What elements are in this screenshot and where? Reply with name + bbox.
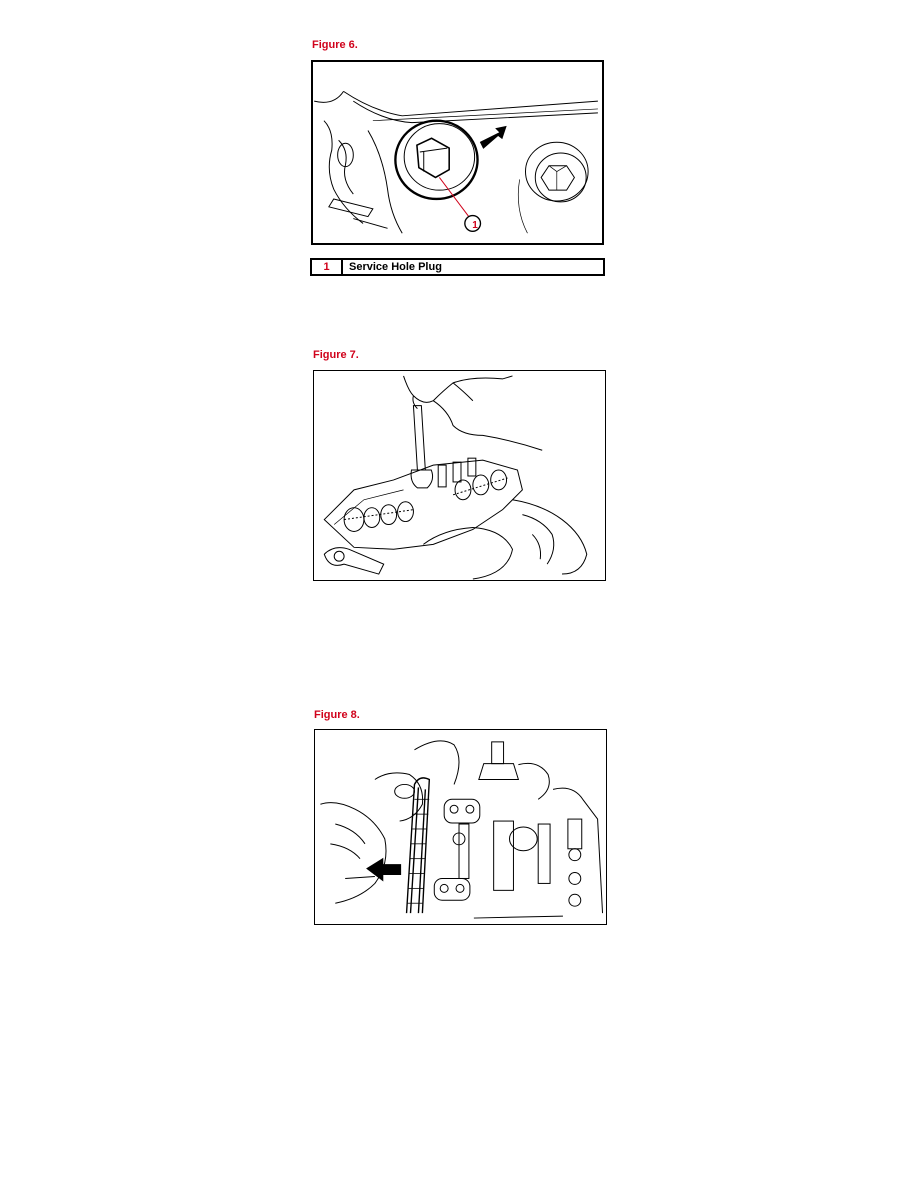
figure-8-frame bbox=[314, 729, 607, 925]
figure-8-title: Figure 8. bbox=[314, 709, 360, 721]
figure-7-frame bbox=[313, 370, 606, 581]
legend-number: 1 bbox=[311, 259, 342, 275]
wrench-on-camshaft-illustration bbox=[314, 371, 605, 580]
figure-6-frame bbox=[311, 60, 604, 245]
callout-1-label: 1 bbox=[472, 220, 478, 231]
legend-description: Service Hole Plug bbox=[342, 259, 604, 275]
service-hole-plug-illustration bbox=[313, 62, 602, 243]
legend-row bbox=[311, 259, 604, 275]
figure-6-legend bbox=[310, 258, 605, 276]
timing-chain-removal-illustration bbox=[315, 730, 606, 924]
figure-6-title: Figure 6. bbox=[312, 39, 358, 51]
figure-7-title: Figure 7. bbox=[313, 349, 359, 361]
